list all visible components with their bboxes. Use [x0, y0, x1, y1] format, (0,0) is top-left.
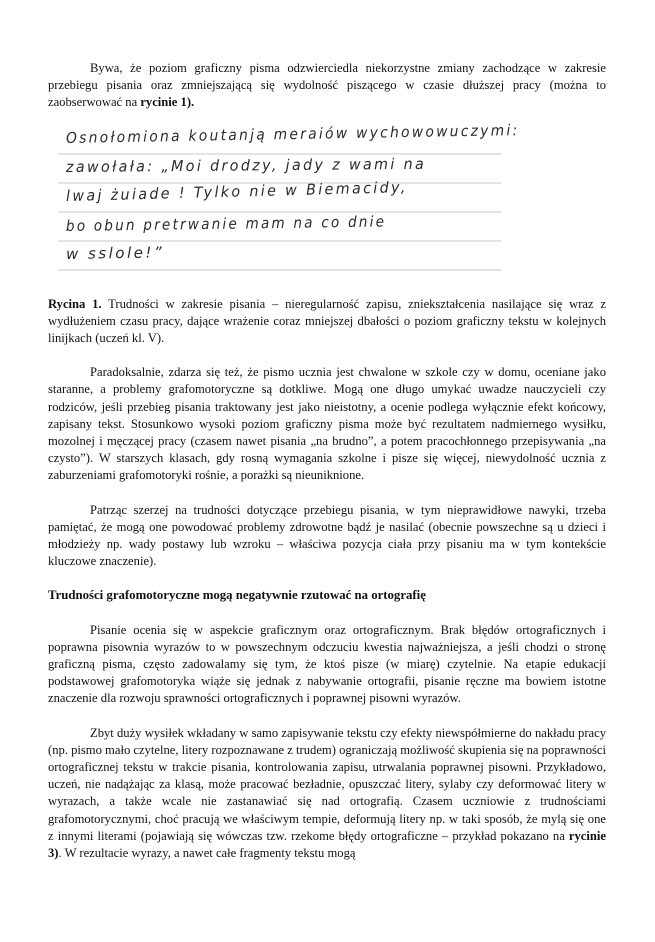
paragraph-effort-tail: . W rezultacie wyrazy, a nawet całe fragmenty tekstu mogą — [58, 846, 356, 861]
handwriting-line-1: Osnołomiona koutanją meraiów wychowowuczymi: — [65, 120, 520, 147]
caption-label: Rycina 1. — [48, 296, 102, 311]
figure-reference-3: rycinie 3) — [48, 828, 606, 861]
handwriting-line-5: w sslole!” — [65, 242, 165, 263]
handwriting-sample-figure — [58, 120, 520, 276]
section-heading: Trudności grafomotoryczne mogą negatywnie rzutować na ortografię — [48, 588, 426, 603]
caption-text: Trudności w zakresie pisania – nieregularność zapisu, zniekształcenia nasilające się wraz z wydłużeniem czasu pracy, dające wrażenie coraz mniejszej dbałości o poziom graficzny tekstu w kolejnych linijkach (uczeń kl. V). — [48, 296, 606, 346]
handwriting-line-3: lwaj żuiade ! Tylko nie w Biemacidy, — [65, 177, 408, 205]
handwriting-line-4: bo obun pretrwanie mam na co dnie — [65, 212, 387, 235]
paragraph-health: Patrząc szerzej na trudności dotyczące przebiegu pisania, w tym nieprawidłowe nawyki, trzeba pamiętać, że mogą one powodować problemy zdrowotne bądź je nasilać (obecnie powszechne są u dzieci i młodzieży np. wady postawy lub wzroku – właściwa pozycja ciała przy pisaniu ma w tym kontekście kluczowe znaczenie). — [48, 502, 606, 569]
paragraph-intro-text: Bywa, że poziom graficzny pisma odzwierciedla niekorzystne zmiany zachodzące w zakresie przebiegu pisania oraz zmniejszającą się wydolność piszącego w czasie dłuższej pracy (można to zaobserwować na — [48, 61, 606, 110]
paragraph-effort — [48, 725, 606, 863]
figure-caption — [48, 296, 606, 348]
handwriting-line-2: zawołała: „Moi drodzy, jady z wami na — [65, 154, 427, 176]
document-page — [48, 60, 606, 862]
paragraph-intro — [48, 60, 606, 112]
figure-reference: rycinie 1). — [140, 95, 195, 110]
paragraph-paradox: Paradoksalnie, zdarza się też, że pismo ucznia jest chwalone w szkole czy w domu, oceniane jako staranne, a problemy grafomotoryczne są dotkliwe. Mogą one długo umykać uwadze nauczycieli czy rodziców, jeśli przebieg pisania traktowany jest jako nieistotny, a ocenie podlega wyłącznie efekt końcowy, zapisany tekst. Stosunkowo wysoki poziom graficzny pisma może być rezultatem nadmiernego wysiłku, mozolnej i męczącej pracy (czasem nawet pisania „na brudno”, a potem pracochłonnego przepisywania „na czysto”). W starszych klasach, gdy rosną wymagania szkolne i pisze się więcej, niewydolność ucznia z zaburzeniami grafomotoryki rośnie, a porażki są nieuniknione. — [48, 365, 606, 483]
paragraph-effort-text: Zbyt duży wysiłek wkładany w samo zapisywanie tekstu czy efekty niewspółmierne do nakładu pracy (np. pismo mało czytelne, litery rozpoznawane z trudem) ograniczają możliwość skupienia się na poprawności ortograficznej tekstu w trakcie pisania, kontrolowania zapisu, utrwalania poprawnej pisowni. Przykładowo, uczeń, nie nadążając za klasą, może pracować bezładnie, opuszczać litery, sylaby czy deformować litery w wyrazach, a także wcale nie zastanawiać się nad ortografią. Czasem uczniowie z trudnościami grafomotorycznymi, choć pracują we właściwym tempie, deformują litery np. w taki sposób, że mylą się one z innymi literami (pojawiają się wówczas tzw. rzekome błędy ortograficzne – przykład pokazano na — [48, 725, 606, 843]
paragraph-orthography: Pisanie ocenia się w aspekcie graficznym oraz ortograficznym. Brak błędów ortograficznych i poprawna pisownia wyrazów to w powszechnym odczuciu kwestia najważniejsza, a jeśli chodzi o stronę graficzną pisma, często zadowalamy się tym, że ktoś pisze (w miarę) czytelnie. Na etapie edukacji podstawowej grafomotoryka wiąże się jednak z nabywanie ortografii, pisanie ręczne ma bowiem istotne znaczenie dla rozwoju sprawności ortograficznych i poprawnej pisowni wyrazów. — [48, 622, 606, 706]
